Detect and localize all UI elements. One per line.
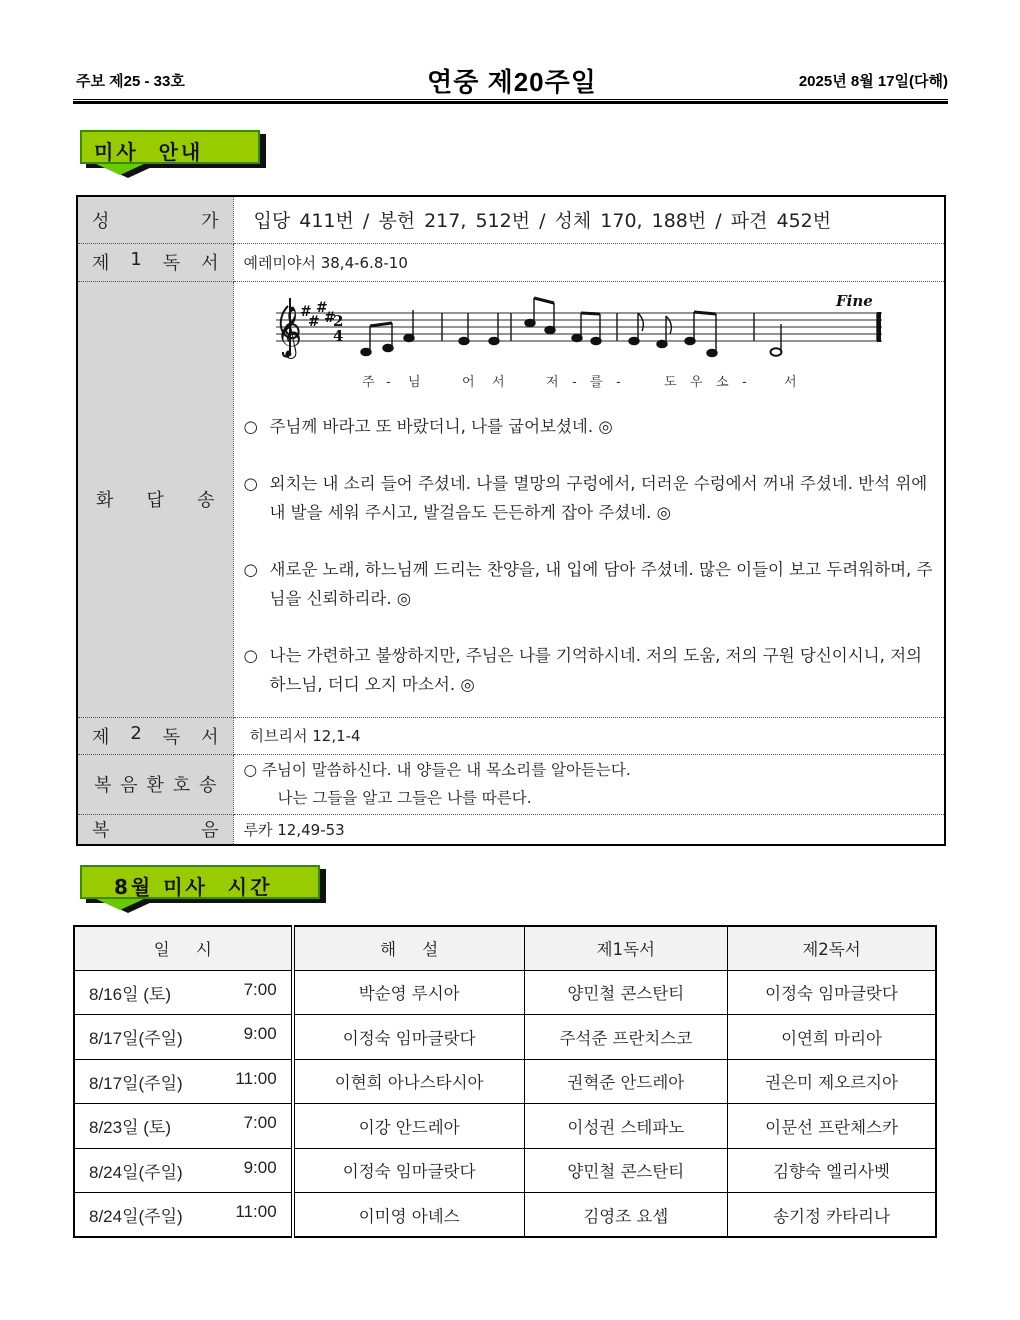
svg-text:2: 2 — [332, 311, 343, 330]
psalm-verse: ○ 나는 가련하고 불쌍하지만, 주님은 나를 기억하시네. 저의 도움, 저의 구원 당신이시니, 저의 하느님, 더디 오지 마소서. ◎ — [244, 641, 935, 699]
cell-commentary: 이현희 아나스타시아 — [293, 1059, 524, 1104]
label-char: 성 — [92, 210, 110, 232]
cell-second-reading: 이정숙 임마글랏다 — [728, 970, 936, 1015]
label-char: 독 — [162, 726, 181, 748]
cell-first-reading: 이성권 스테파노 — [524, 1104, 727, 1149]
svg-text:우: 우 — [689, 374, 703, 390]
cell-first-reading: 주석준 프란치스코 — [524, 1015, 727, 1060]
cell-commentary: 박순영 루시아 — [293, 970, 524, 1015]
page-title: 연중 제20주일 — [427, 67, 597, 97]
svg-text:어: 어 — [461, 374, 475, 390]
label-char: 복 — [94, 775, 112, 796]
label-gospel-acclamation — [77, 754, 233, 814]
svg-text:#: # — [315, 299, 328, 316]
label-char: 화 — [96, 490, 114, 511]
first-reading-value: 예레미야서 38,4-6.8-10 — [233, 243, 945, 281]
label-char: 음 — [120, 775, 138, 796]
table-header-row — [74, 926, 936, 970]
cell-datetime: 8/24일(주일) 11:00 — [74, 1193, 293, 1238]
label-hymns — [77, 196, 233, 243]
cell-first-reading: 김영조 요셉 — [524, 1193, 727, 1238]
row-second-reading — [77, 717, 945, 754]
cell-commentary: 이미영 아녜스 — [293, 1193, 524, 1238]
table-row — [74, 1104, 936, 1149]
label-psalm — [77, 281, 233, 717]
circle-bullet-icon: ○ — [243, 559, 258, 579]
sheet-music — [264, 286, 904, 406]
second-reading-value: 히브리서 12,1-4 — [233, 717, 945, 754]
table-row — [74, 1148, 936, 1193]
label-char: 서 — [201, 253, 219, 274]
svg-text:저: 저 — [545, 374, 559, 390]
label-char: 가 — [201, 210, 219, 232]
psalm-verse: ○ 새로운 노래, 하느님께 드리는 찬양을, 내 입에 담아 주셨네. 많은 이들이 보고 두려워하며, 주님을 신뢰하리라. ◎ — [244, 555, 935, 613]
svg-text:#: # — [299, 303, 312, 320]
label-char: 독 — [162, 253, 181, 274]
label-char: 송 — [199, 775, 217, 796]
row-gospel-acclamation — [77, 754, 945, 814]
acclamation-line-1: ○ 주님이 말씀하신다. 내 양들은 내 목소리를 알아듣는다. — [243, 761, 631, 779]
row-hymns — [77, 196, 945, 243]
label-char: 답 — [146, 490, 164, 511]
svg-text:서: 서 — [491, 374, 505, 390]
cell-first-reading: 양민철 콘스탄티 — [524, 1148, 727, 1193]
cell-commentary: 이강 안드레아 — [293, 1104, 524, 1149]
table-row — [74, 970, 936, 1015]
label-gospel — [77, 814, 233, 845]
bulletin-date: 2025년 8월 17일(다해) — [798, 73, 948, 90]
cell-commentary: 이정숙 임마글랏다 — [293, 1015, 524, 1060]
gospel-value: 루카 12,49-53 — [243, 820, 345, 839]
table-row — [74, 1193, 936, 1238]
cell-datetime: 8/24일(주일) 9:00 — [74, 1148, 293, 1193]
svg-text:를: 를 — [589, 374, 603, 390]
svg-text:Fine: Fine — [835, 291, 873, 310]
circle-bullet-icon: ○ — [243, 416, 258, 436]
cell-datetime: 8/16일 (토) 7:00 — [74, 970, 293, 1015]
circle-bullet-icon: ○ — [243, 473, 258, 493]
header-divider-thin — [73, 99, 948, 100]
cell-second-reading: 이연희 마리아 — [728, 1015, 936, 1060]
cell-second-reading: 이문선 프란체스카 — [728, 1104, 936, 1149]
cell-commentary: 이정숙 임마글랏다 — [293, 1148, 524, 1193]
svg-text:-: - — [615, 374, 621, 390]
svg-text:-: - — [741, 374, 747, 390]
col-header-commentary: 해 설 — [293, 926, 524, 970]
svg-text:도: 도 — [663, 374, 677, 390]
svg-text:4: 4 — [332, 326, 343, 345]
label-char: 제 — [92, 253, 110, 274]
label-char: 서 — [201, 726, 219, 748]
acclamation-line-2: 나는 그들을 알고 그들은 나를 따른다. — [277, 789, 532, 807]
cell-first-reading: 권혁준 안드레아 — [524, 1059, 727, 1104]
label-second-reading — [77, 717, 233, 754]
bulletin-header — [76, 62, 948, 96]
col-header-first-reading: 제1독서 — [524, 926, 727, 970]
label-char: 1 — [130, 249, 142, 270]
section-banner-mass-times — [80, 865, 326, 915]
label-char: 호 — [172, 775, 191, 796]
svg-text:#: # — [307, 313, 320, 330]
cell-datetime: 8/17일(주일) 11:00 — [74, 1059, 293, 1104]
banner-label: 8월 미사 시간 — [114, 875, 273, 899]
row-first-reading — [77, 243, 945, 281]
table-row — [74, 1015, 936, 1060]
svg-text:소: 소 — [715, 374, 729, 390]
cell-datetime: 8/17일(주일) 9:00 — [74, 1015, 293, 1060]
psalm-content — [233, 281, 945, 717]
section-banner-mass-guide — [80, 130, 266, 180]
col-header-second-reading: 제2독서 — [728, 926, 936, 970]
svg-text:주: 주 — [361, 374, 375, 390]
table-row — [74, 1059, 936, 1104]
header-divider-thick — [73, 101, 948, 104]
cell-second-reading: 송기정 카타리나 — [728, 1193, 936, 1238]
cell-datetime: 8/23일 (토) 7:00 — [74, 1104, 293, 1149]
svg-text:서: 서 — [783, 374, 797, 390]
label-char: 2 — [130, 722, 142, 744]
col-header-datetime: 일 시 — [74, 926, 293, 970]
issue-number: 주보 제25 - 33호 — [76, 73, 185, 90]
cell-first-reading: 양민철 콘스탄티 — [524, 970, 727, 1015]
mass-schedule-table — [73, 925, 937, 1238]
circle-bullet-icon: ○ — [243, 645, 258, 665]
label-char: 제 — [92, 726, 110, 748]
label-char: 복 — [92, 820, 110, 842]
label-char: 환 — [146, 775, 164, 796]
svg-text:님: 님 — [407, 374, 421, 390]
row-gospel — [77, 814, 945, 845]
svg-text:𝄞: 𝄞 — [275, 305, 302, 357]
label-char: 음 — [201, 820, 219, 842]
label-char: 송 — [197, 490, 215, 511]
svg-text:-: - — [385, 374, 391, 390]
psalm-verses — [244, 412, 935, 699]
mass-info-table — [76, 195, 946, 846]
label-first-reading — [77, 243, 233, 281]
svg-text:#: # — [323, 309, 336, 326]
cell-second-reading: 김향숙 엘리사벳 — [728, 1148, 936, 1193]
row-psalm — [77, 281, 945, 717]
hymns-value: 입당 411번 / 봉헌 217, 512번 / 성체 170, 188번 / 파견 452번 — [233, 196, 945, 243]
cell-second-reading: 권은미 제오르지아 — [728, 1059, 936, 1104]
svg-text:-: - — [571, 374, 577, 390]
banner-label: 미사 안내 — [94, 140, 204, 164]
psalm-verse: ○ 외치는 내 소리 들어 주셨네. 나를 멸망의 구렁에서, 더러운 수렁에서 꺼내 주셨네. 반석 위에 내 발을 세워 주시고, 발걸음도 든든하게 잡아 주셨네. ◎ — [244, 469, 935, 527]
music-staff-icon — [264, 286, 904, 406]
psalm-verse: ○ 주님께 바라고 또 바랐더니, 나를 굽어보셨네. ◎ — [244, 412, 935, 441]
acclamation-value — [233, 754, 945, 814]
